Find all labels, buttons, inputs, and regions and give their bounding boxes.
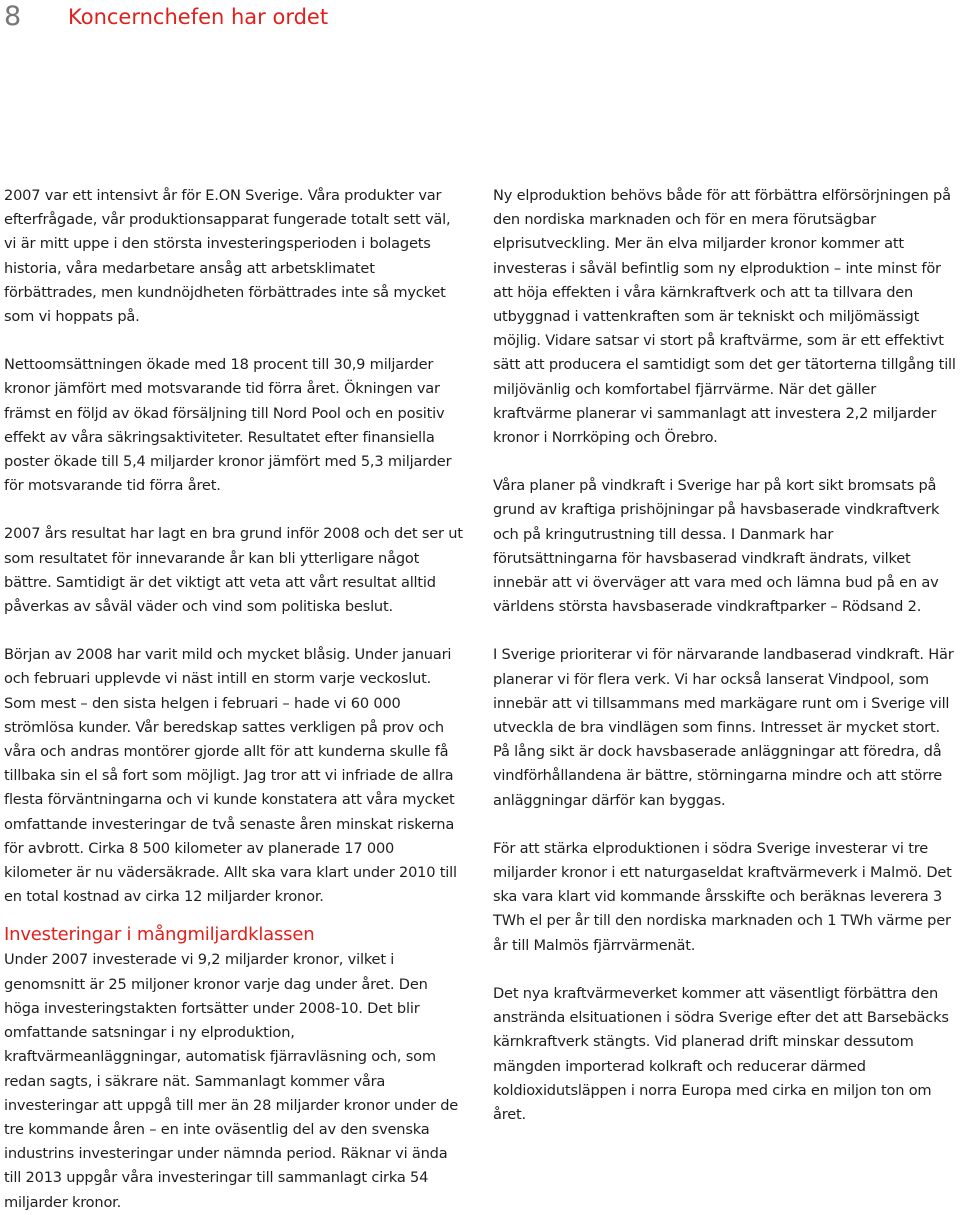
paragraph: Nettoomsättningen ökade med 18 procent till 30,9 miljarder kronor jämfört med motsvarande tid förra året. Ökningen var främst en följd av ökad försäljning till Nord Pool och en positiv effekt av våra säkringsaktiviteter. Resultatet efter finansiella poster ökade till 5,4 miljarder kronor jämfört med 5,3 miljarder för motsvarande tid förra året. — [4, 356, 452, 495]
page-title: Koncernchefen har ordet — [68, 5, 329, 29]
section-heading: Investeringar i mångmiljardklassen — [4, 924, 315, 946]
paragraph: Våra planer på vindkraft i Sverige har på kort sikt bromsats på grund av kraftiga prishöjningar på havsbaserade vindkraftverk och på kringutrustning till dessa. I Danmark har förutsättningarna för havsbaserad vindkraft ändrats, vilket innebär att vi överväger att vara med och lämna bud på en av världens största havsbaserade vindkraftparker – Rödsand 2. — [493, 477, 940, 616]
paragraph: 2007 års resultat har lagt en bra grund inför 2008 och det ser ut som resultatet för innevarande år kan bli ytterligare något bättre. Samtidigt är det viktigt att veta att vårt resultat alltid påverkas av såväl väder och vind som politiska beslut. — [4, 525, 463, 616]
paragraph: För att stärka elproduktionen i södra Sverige investerar vi tre miljarder kronor i ett naturgaseldat kraftvärmeverk i Malmö. Det ska vara klart vid kommande årsskifte och beräknas leverera 3 TWh el per år till den nordiska marknaden och 1 TWh värme per år till Malmös fjärrvärmenät. — [493, 839, 952, 954]
paragraph: Under 2007 investerade vi 9,2 miljarder kronor, vilket i genomsnitt är 25 miljoner kronor varje dag under året. Den höga investeringstakten fortsätter under 2008-10. Det blir omfattande satsningar i ny elproduktion, kraftvärmeanläggningar, automatisk fjärravläsning och, som redan sagts, i säkrare nät. Sammanlagt kommer våra investeringar att uppgå till mer än 28 miljarder kronor under de tre kommande åren – en inte oväsentlig del av den svenska industrins investeringar under nämnda period. Räknar vi ända till 2013 uppgår våra investeringar till sammanlagt cirka 54 miljarder kronor. — [4, 951, 459, 1211]
paragraph: Ny elproduktion behövs både för att förbättra elförsörjningen på den nordiska marknaden och för en mera förutsägbar elprisutveckling. Mer än elva miljarder kronor kommer att investeras i såväl befintlig som ny elproduktion – inte minst för att höja effekten i våra kärnkraftverk och att ta tillvara den utbyggnad i vattenkraften som är tekniskt och miljömässigt möjlig. Vidare satsar vi stort på kraftvärme, som är ett effektivt sätt att producera el samtidigt som det ger tätorterna tillgång till miljövänlig och komfortabel fjärrvärme. När det gäller kraftvärme planerar vi sammanlagt att investera 2,2 miljarder kronor i Norrköping och Örebro. — [493, 187, 956, 447]
paragraph: Början av 2008 har varit mild och mycket blåsig. Under januari och februari upplevde vi näst intill en storm varje veckoslut. Som mest – den sista helgen i februari – hade vi 60 000 strömlösa kunder. Vår beredskap sattes verkligen på prov och våra och andras montörer gjorde allt för att kunderna skulle få tillbaka sin el så fort som möjligt. Jag tror att vi infriade de allra flesta förväntningarna och vi kunde konstatera att våra mycket omfattande investeringar de två senaste åren minskat riskerna för avbrott. Cirka 8 500 kilometer av planerade 17 000 kilometer är nu vädersäkrade. Allt ska vara klart under 2010 till en total kostnad av cirka 12 miljarder kronor. — [4, 646, 457, 906]
right-column — [493, 184, 958, 1127]
paragraph: Det nya kraftvärmeverket kommer att väsentligt förbättra den anstrända elsituationen i södra Sverige efter det att Barsebäcks kärnkraftverk stängts. Vid planerad drift minskar dessutom mängden importerad kolkraft och reducerar därmed koldioxidutsläppen i norra Europa med cirka en miljon ton om året. — [493, 984, 949, 1123]
paragraph: I Sverige prioriterar vi för närvarande landbaserad vindkraft. Här planerar vi för flera verk. Vi har också lanserat Vindpool, som innebär att vi tillsammans med markägare runt om i Sverige vill utveckla de bra vindlägen som finns. Intresset är mycket stort. På lång sikt är dock havsbaserade anläggningar att föredra, då vindförhållandena är bättre, störningarna mindre och att större anläggningar därför kan byggas. — [493, 646, 954, 809]
paragraph: 2007 var ett intensivt år för E.ON Sverige. Våra produkter var efterfrågade, vår produktionsapparat fungerade totalt sett väl, vi är mitt uppe i den största investeringsperioden i bolagets historia, våra medarbetare ansåg att arbetsklimatet förbättrades, men kundnöjdheten förbättrades inte så mycket som vi hoppats på. — [4, 187, 451, 326]
page-number: 8 — [4, 1, 22, 32]
left-column — [4, 184, 466, 1215]
